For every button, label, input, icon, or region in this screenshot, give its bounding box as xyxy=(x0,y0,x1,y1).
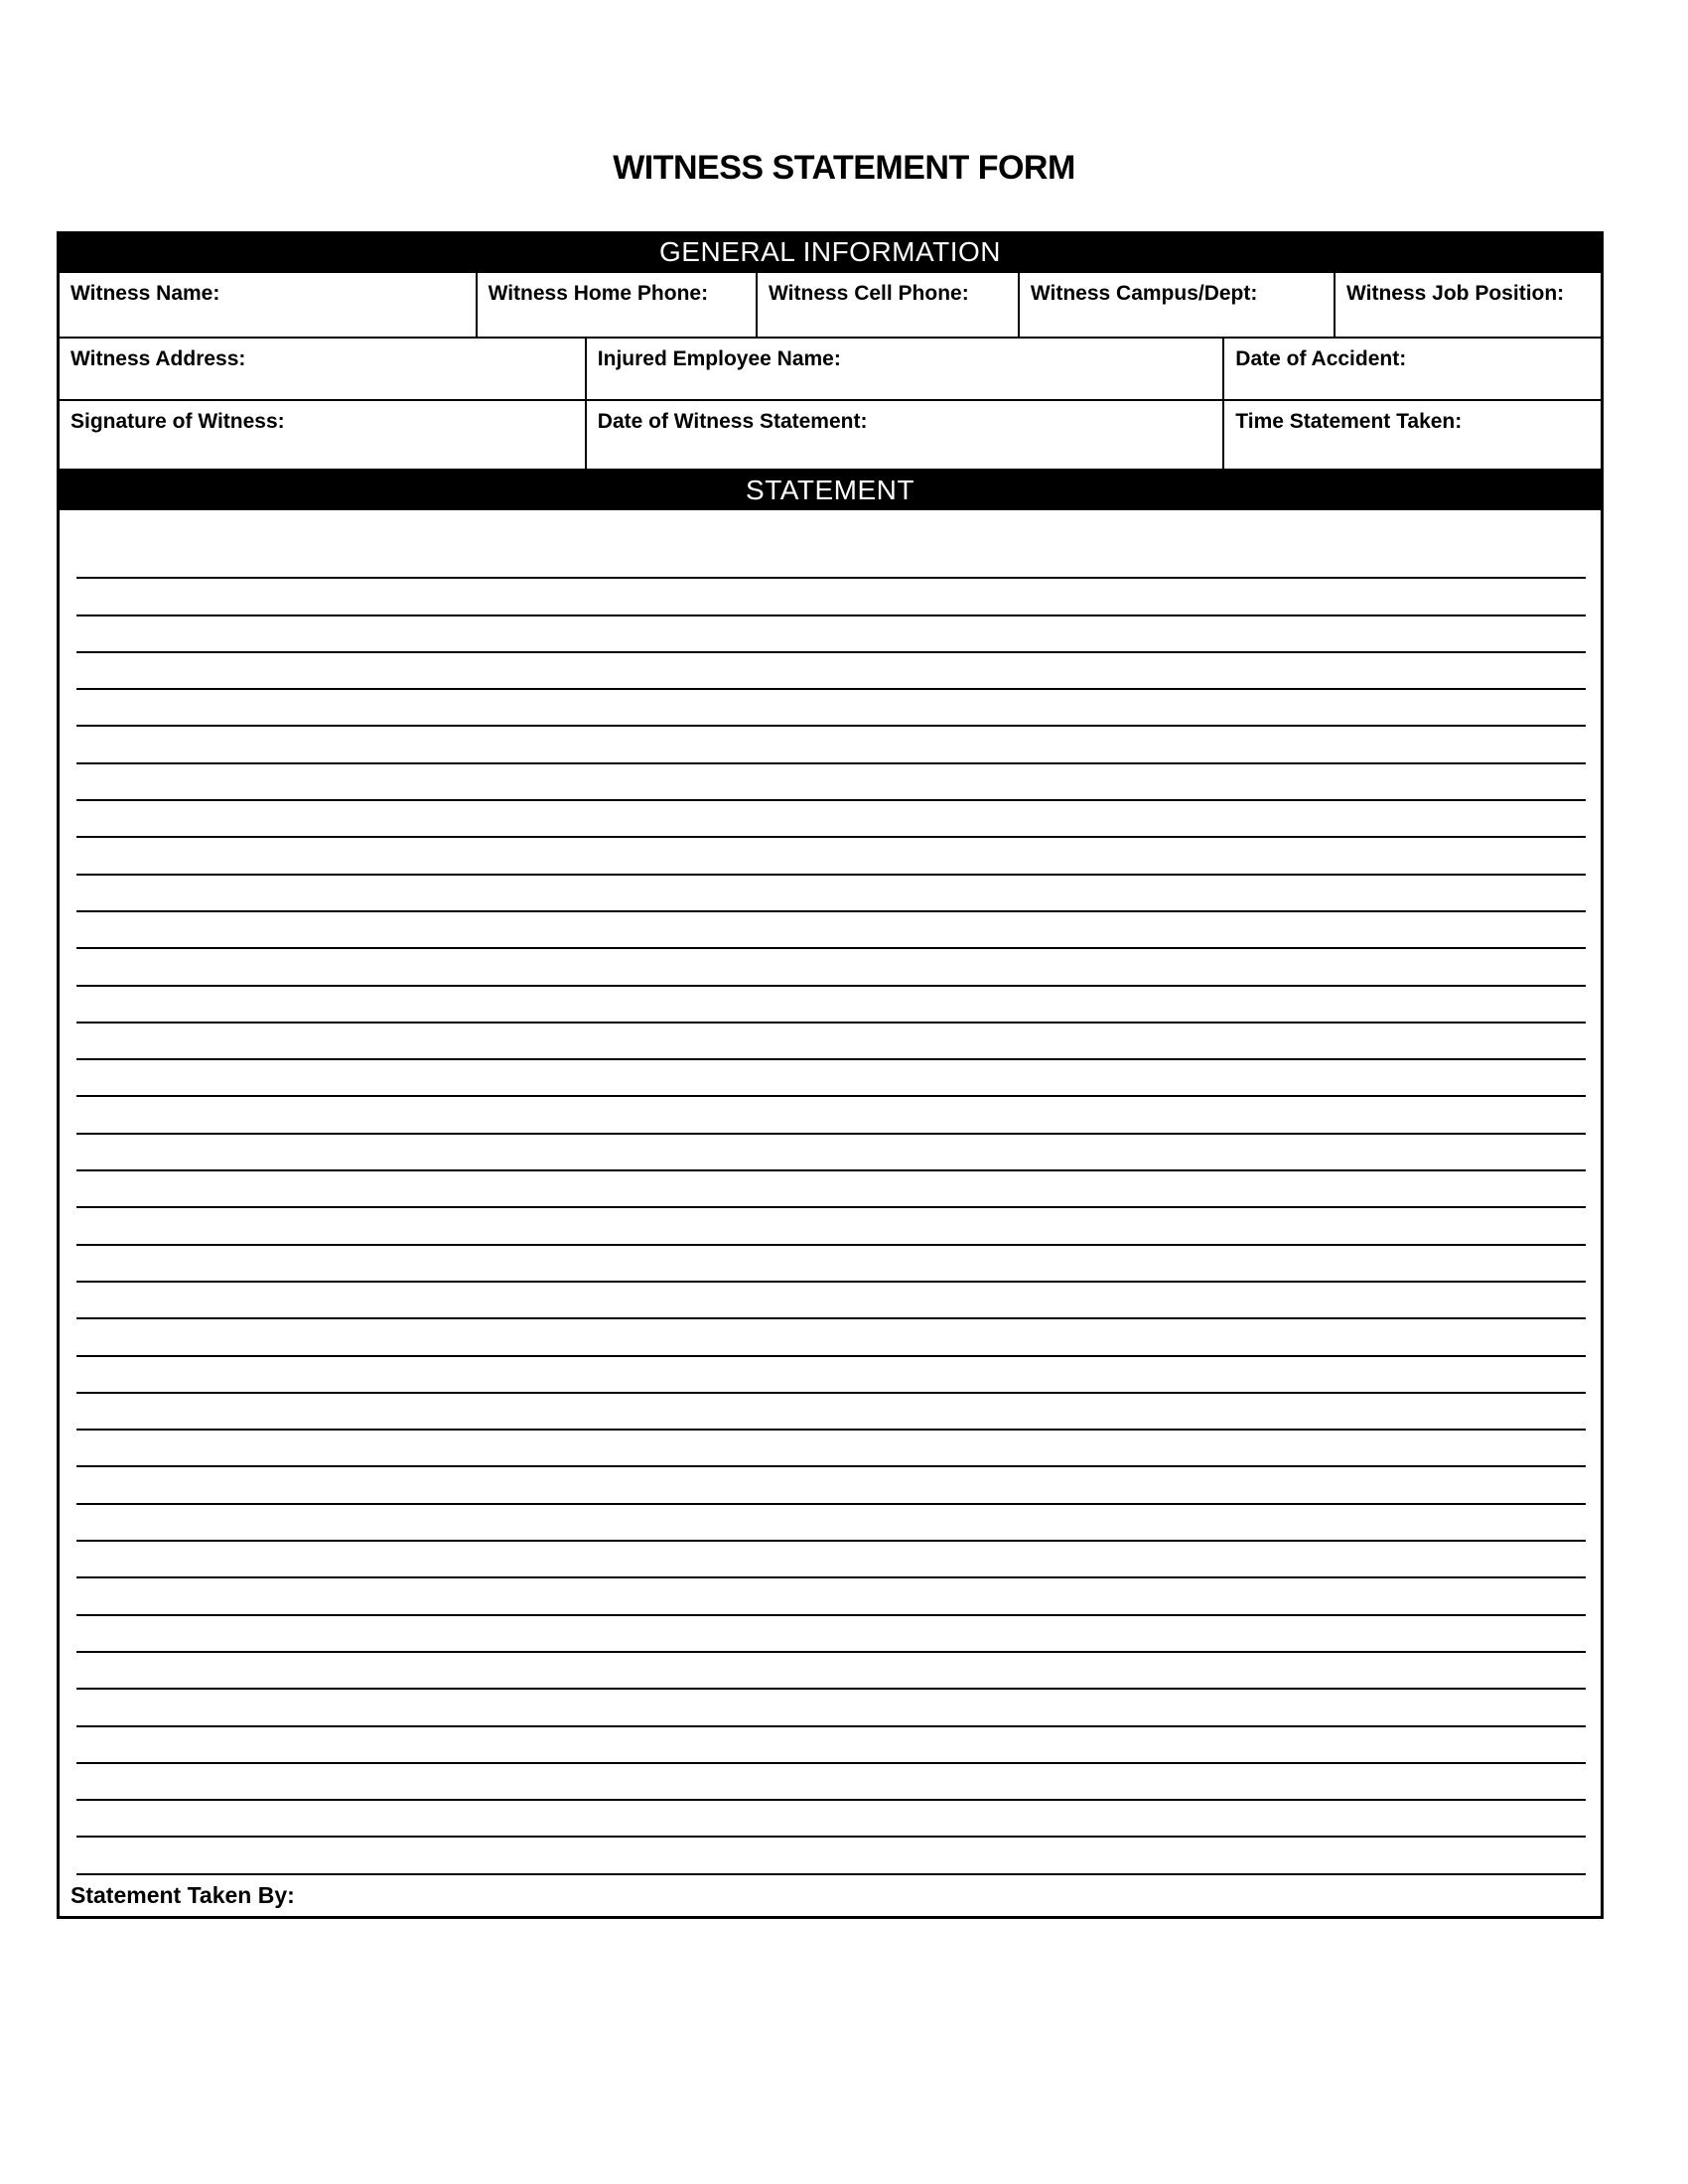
statement-taken-by-label: Statement Taken By: xyxy=(70,1881,295,1908)
statement-line[interactable] xyxy=(76,542,1586,579)
statement-line[interactable] xyxy=(76,1246,1586,1283)
time-statement-taken-label: Time Statement Taken: xyxy=(1235,410,1463,433)
statement-line[interactable] xyxy=(76,1653,1586,1690)
statement-line[interactable] xyxy=(76,1467,1586,1504)
field-witness-cell-phone[interactable] xyxy=(758,273,1020,337)
date-of-accident-label: Date of Accident: xyxy=(1235,347,1407,370)
statement-line[interactable] xyxy=(76,727,1586,763)
form-container xyxy=(57,231,1604,1919)
statement-line[interactable] xyxy=(76,764,1586,801)
field-witness-name[interactable] xyxy=(60,273,478,337)
statement-line[interactable] xyxy=(76,1801,1586,1838)
witness-home-phone-label: Witness Home Phone: xyxy=(488,282,709,305)
injured-employee-name-label: Injured Employee Name: xyxy=(597,347,841,370)
general-info-row-2 xyxy=(57,339,1604,401)
statement-line[interactable] xyxy=(76,876,1586,912)
statement-line[interactable] xyxy=(76,1394,1586,1431)
statement-line[interactable] xyxy=(76,949,1586,986)
statement-line[interactable] xyxy=(76,1727,1586,1764)
statement-lines xyxy=(60,542,1601,1875)
statement-area[interactable] xyxy=(57,510,1604,1919)
statement-line[interactable] xyxy=(76,1097,1586,1134)
statement-line[interactable] xyxy=(76,653,1586,690)
statement-line[interactable] xyxy=(76,616,1586,653)
witness-address-label: Witness Address: xyxy=(70,347,246,370)
field-witness-address[interactable] xyxy=(60,339,587,399)
field-signature-of-witness[interactable] xyxy=(60,401,587,469)
statement-line[interactable] xyxy=(76,1616,1586,1653)
statement-taken-by-field[interactable] xyxy=(60,1882,1601,1909)
page-title: WITNESS STATEMENT FORM xyxy=(613,149,1075,187)
witness-name-label: Witness Name: xyxy=(70,282,220,305)
general-info-row-3 xyxy=(57,401,1604,471)
statement-line[interactable] xyxy=(76,1838,1586,1874)
statement-line[interactable] xyxy=(76,1171,1586,1208)
field-witness-job-position[interactable] xyxy=(1336,273,1601,337)
field-date-of-accident[interactable] xyxy=(1224,339,1601,399)
general-info-row-1 xyxy=(57,273,1604,339)
field-date-of-witness-statement[interactable] xyxy=(587,401,1225,469)
statement-line[interactable] xyxy=(76,1431,1586,1467)
statement-line[interactable] xyxy=(76,987,1586,1024)
statement-line[interactable] xyxy=(76,1060,1586,1097)
statement-line[interactable] xyxy=(76,838,1586,875)
statement-line[interactable] xyxy=(76,1024,1586,1060)
field-injured-employee-name[interactable] xyxy=(587,339,1225,399)
statement-line[interactable] xyxy=(76,912,1586,949)
field-time-statement-taken[interactable] xyxy=(1224,401,1601,469)
statement-line[interactable] xyxy=(76,801,1586,838)
witness-campus-dept-label: Witness Campus/Dept: xyxy=(1030,282,1258,305)
statement-line[interactable] xyxy=(76,1357,1586,1394)
field-witness-campus-dept[interactable] xyxy=(1020,273,1336,337)
statement-line[interactable] xyxy=(76,1505,1586,1542)
statement-line[interactable] xyxy=(76,1135,1586,1171)
signature-of-witness-label: Signature of Witness: xyxy=(70,410,285,433)
witness-cell-phone-label: Witness Cell Phone: xyxy=(769,282,969,305)
statement-line[interactable] xyxy=(76,1690,1586,1726)
statement-line[interactable] xyxy=(76,1208,1586,1245)
statement-header: STATEMENT xyxy=(57,471,1604,510)
field-witness-home-phone[interactable] xyxy=(478,273,758,337)
statement-line[interactable] xyxy=(76,690,1586,727)
statement-line[interactable] xyxy=(76,1283,1586,1319)
witness-job-position-label: Witness Job Position: xyxy=(1346,282,1565,305)
date-of-witness-statement-label: Date of Witness Statement: xyxy=(597,410,868,433)
statement-line[interactable] xyxy=(76,1764,1586,1801)
statement-line[interactable] xyxy=(76,1542,1586,1578)
statement-line[interactable] xyxy=(76,1578,1586,1615)
statement-line[interactable] xyxy=(76,579,1586,615)
general-information-header: GENERAL INFORMATION xyxy=(57,231,1604,273)
statement-line[interactable] xyxy=(76,1319,1586,1356)
